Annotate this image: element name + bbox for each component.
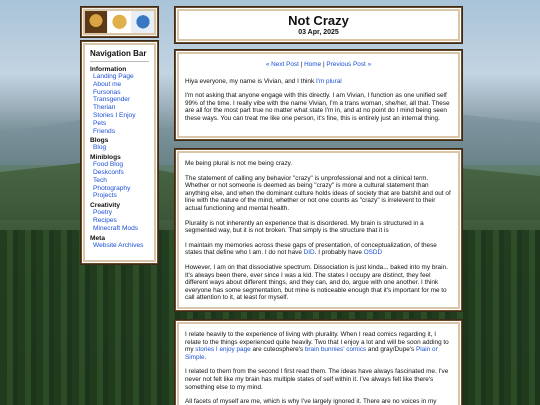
nav-link-therian[interactable]: Therian: [93, 104, 116, 112]
post-date: 03 Apr, 2025: [298, 29, 339, 36]
paragraph-text: . I probably have: [314, 249, 364, 257]
blue-creature-avatar-icon: [132, 11, 154, 35]
nav-link-about-me[interactable]: About me: [93, 80, 122, 88]
plain-or-simple-link[interactable]: Plain or Simple: [185, 346, 438, 361]
nav-section-creativity: Creativity: [90, 202, 121, 210]
pager-separator: |: [298, 61, 305, 68]
navigation-bar: [81, 41, 158, 264]
paragraph: [185, 331, 452, 361]
nav-section-meta: Meta: [90, 234, 106, 242]
paragraph-text: are cuteosphere's: [250, 346, 305, 354]
nav-section-information: Information: [90, 66, 127, 73]
paragraph: However, I am on that dissociative spectrum. Dissociation is just kinda... baked into my brain. It's always been there, ever since I was a kid. The states I occupy are distinct, they feel different ways about different things, and they can, and do, argue with one another. I think everyone has some segmentation, but mine is noticeable enough that it's important for me to call attention to it, at least for myself.: [185, 263, 448, 302]
stories-page-link[interactable]: stories I enjoy page: [195, 346, 251, 354]
nav-link-friends[interactable]: Friends: [93, 127, 115, 135]
did-link[interactable]: DID: [303, 249, 315, 257]
nav-link-deskconfs[interactable]: Deskconfs: [93, 168, 124, 176]
next-post-link[interactable]: « Next Post: [265, 61, 299, 68]
intro-text: Hiya everyone, my name is Vivian, and I think: [185, 77, 316, 85]
paragraph: All facets of myself are me, which is why I've largely ignored it. There are no voices in my: [185, 398, 437, 405]
osdd-link[interactable]: OSDD: [363, 249, 383, 257]
paragraph: I related to them from the second I first read them. The ideas have always fascinated me. I've never not felt like my brain has multiple states of self within it. I've always felt like there's something else to my mind.: [185, 368, 449, 391]
nav-link-stories[interactable]: Stories I Enjoy: [93, 111, 136, 119]
plural-link[interactable]: I'm plural: [315, 77, 342, 85]
fox-avatar-icon: [85, 11, 107, 35]
paragraph: The statement of calling any behavior "crazy" is unprofessional and not a clinical term. Whether or not someone is deemed as being "crazy" is more a cultural statement than anything else, and when the dominant culture holds ideas of society that are batshit and out of line with the nature of the mind, whether or not one counts as "crazy" is irrelevent to their actual functioning and mental health.: [185, 174, 451, 212]
nav-link-photography[interactable]: Photography: [93, 184, 131, 192]
nav-link-tech[interactable]: Tech: [93, 176, 107, 184]
nav-link-landing-page[interactable]: Landing Page: [93, 73, 134, 80]
home-link[interactable]: Home: [304, 61, 322, 68]
post-section-relating: [175, 320, 462, 405]
paragraph-text: and gray/Dupe's: [366, 346, 417, 354]
post-section-intro: [175, 50, 462, 140]
previous-post-link[interactable]: Previous Post »: [326, 61, 372, 68]
nav-section-blogs: Blogs: [90, 137, 109, 145]
paragraph: Plurality is not inherently an experience that is disordered. My brain is structured in a segmented way, but it is not broken. That simply is the structure that it is: [185, 219, 424, 235]
paragraph: [185, 242, 452, 257]
nav-link-transgender[interactable]: Transgender: [93, 96, 131, 104]
nav-link-recipes[interactable]: Recipes: [93, 216, 117, 224]
nav-link-poetry[interactable]: Poetry: [93, 209, 113, 217]
paragraph: Me being plural is not me being crazy.: [185, 160, 293, 167]
brain-bunnies-link[interactable]: brain bunnies' comics: [304, 346, 367, 354]
nav-link-website-archives[interactable]: Website Archives: [93, 241, 144, 249]
page-header: [175, 7, 462, 43]
nav-section-miniblogs: Miniblogs: [90, 154, 121, 162]
paragraph-text: I maintain my memories across these gaps of presentation, of conceptualization, of these states that define who I am. I do not have: [185, 241, 437, 257]
nav-link-pets[interactable]: Pets: [93, 119, 107, 127]
nav-title: Navigation Bar: [90, 49, 149, 62]
nav-link-projects[interactable]: Projects: [93, 192, 117, 200]
intro-paragraph-2: I'm not asking that anyone engage with this directly. I am Vivian, I function as one unified self 99% of the time. I really vibe with the name Vivian, I'm a trans woman, she/her, all that. These are all for the most part true no matter what state I'm in, and at no point do I mind being seen these ways. You can treat me like one person, it's fine, this is entirely just an internal thing.: [185, 92, 450, 122]
cat-avatar-icon: [108, 11, 130, 35]
post-section-not-crazy: [175, 149, 462, 311]
nav-link-food-blog[interactable]: Food Blog: [93, 161, 124, 169]
nav-link-blog[interactable]: Blog: [93, 144, 107, 152]
post-pager: [185, 61, 452, 69]
avatar-banner: [81, 7, 158, 37]
page-title: Not Crazy: [288, 13, 349, 28]
nav-link-minecraft-mods[interactable]: Minecraft Mods: [93, 224, 139, 232]
paragraph-text: .: [204, 353, 207, 361]
pager-separator: |: [321, 61, 327, 68]
paragraph-text: I relate heavily to the experience of living with plurality. When I read comics regarding it, I relate to the things experienced quite heavily. Two that I enjoy a lot and will be soon adding to my: [185, 331, 449, 354]
nav-link-fursonas[interactable]: Fursonas: [93, 88, 121, 96]
intro-paragraph: [185, 78, 452, 86]
